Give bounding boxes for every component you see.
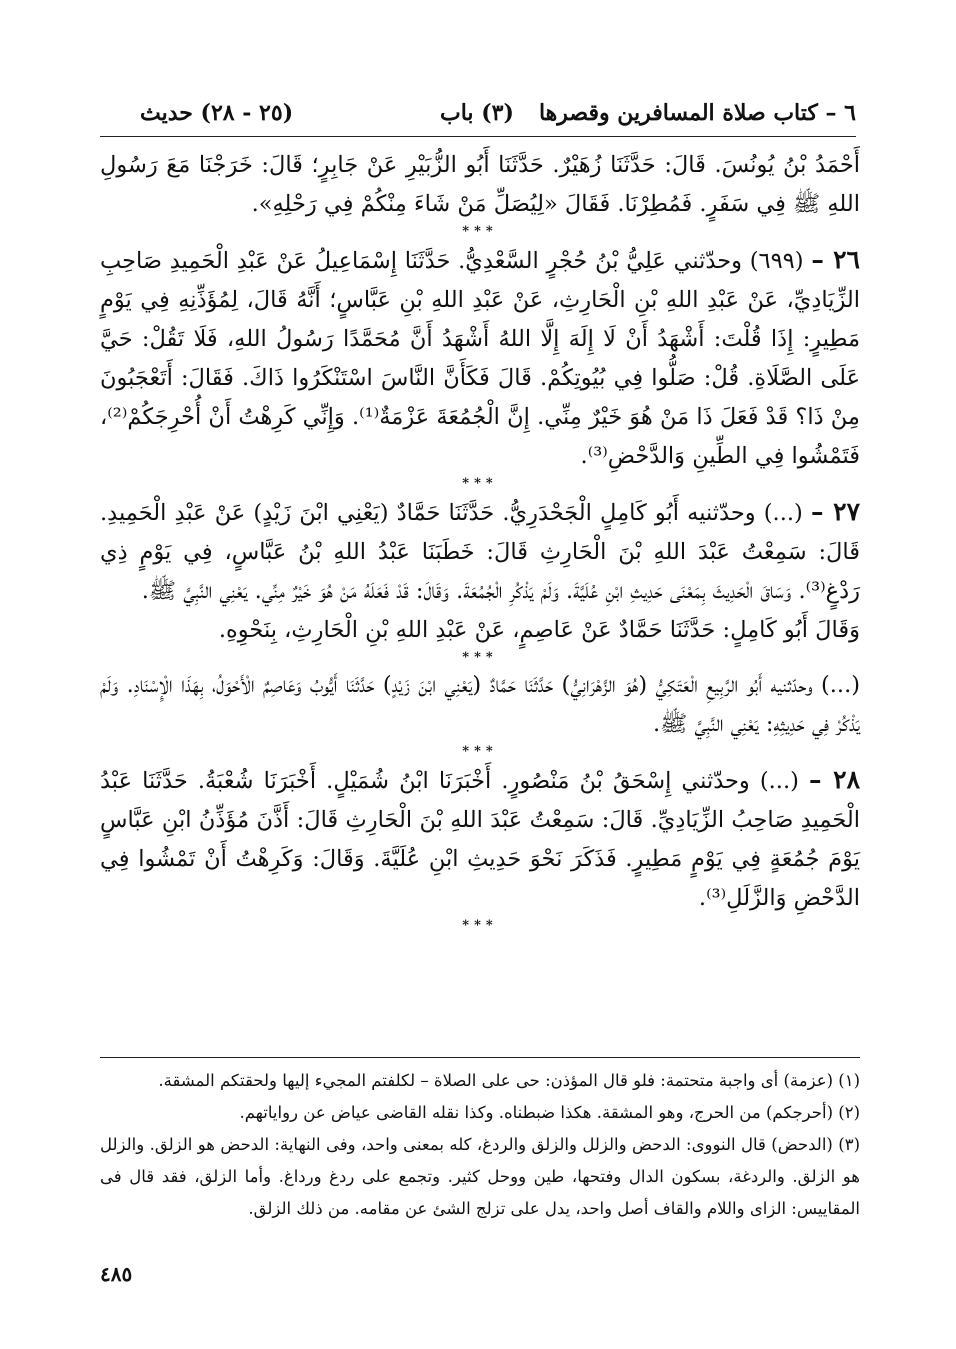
main-text bbox=[100, 146, 860, 934]
footnote-rule bbox=[100, 1057, 860, 1058]
hadith-extra-text: وَقَالَ أَبُو كَامِلٍ: حَدَّثَنَا حَمَّادٌ عَنْ عَاصِمٍ، عَنْ عَبْدِ اللهِ بْنِ الْحَارِثِ، بِنَحْوِهِ. bbox=[218, 617, 860, 643]
section-title: (٣) باب bbox=[440, 100, 514, 126]
section-separator: *** bbox=[462, 744, 498, 759]
page-number: ٤٨٥ bbox=[100, 1262, 133, 1286]
hadith-text: (...) وحدّثنيه أَبُو الرَّبِيعِ الْعَتَكِيُّ (هُوَ الزَّهْرَانِيُّ) حَدَّثَنَا حَمَّادٌ (يَعْنِي ابْنَ زَيْدٍ) حَدَّثَنَا أَيُّوبُ وَعَاصِمٌ الْأَحْوَلُ، بِهَذَا الْإِسْنَادِ. وَلَمْ يَذْكُرْ فِي حَدِيثِهِ: يَعْنِي النَّبِيَّ ﷺ. bbox=[100, 672, 860, 737]
section-separator: *** bbox=[462, 650, 498, 665]
hadith-number: ٢٧ – bbox=[810, 497, 860, 526]
hadith-25-continued bbox=[100, 146, 860, 224]
footnote-2: (٢) (أحرجكم) من الحرج، وهو المشقة. هكذا ضبطناه. وكذا نقله القاضى عياض عن رواياتهم. bbox=[239, 1103, 860, 1122]
running-header bbox=[100, 96, 856, 137]
footnote-3: (٣) (الدحض) قال النووى: الدحض والزلل والزلق والردغ، كله بمعنى واحد، وفى النهاية: الدحض هو الزلق. والزلل هو الزلق. والردغة، بسكون الدال وفتحها، طين ووحل كثير. وتجمع على ردغ ورداغ. وأما الزلق، فقد قال فى المقاييس: الزاى واللام والقاف أصل واحد، يدل على تزلج الشئ عن مقامه. من ذلك الزلق. bbox=[100, 1135, 860, 1218]
hadith-text: (...) وحدّثني إِسْحَقُ بْنُ مَنْصُورٍ. أَخْبَرَنَا ابْنُ شُمَيْلٍ. أَخْبَرَنَا شُعْبَةُ. حَدَّثَنَا عَبْدُ الْحَمِيدِ صَاحِبُ الزِّيَادِيِّ. قَالَ: سَمِعْتُ عَبْدَ اللهِ بْنَ الْحَارِثِ قَالَ: أَذَّنَ مُؤَذِّنُ ابْنِ عَبَّاسٍ يَوْمَ جُمُعَةٍ فِي يَوْمٍ مَطِيرٍ. فَذَكَرَ نَحْوَ حَدِيثِ ابْنِ عُلَيَّةَ. وَقَالَ: وَكَرِهْتُ أَنْ تَمْشُوا فِي الدَّحْضِ وَالزَّلَلِ⁽³⁾. bbox=[100, 768, 860, 911]
hadith-number: ٢٦ – bbox=[811, 245, 860, 274]
chapter-title: ٦ – كتاب صلاة المسافرين وقصرها bbox=[538, 100, 856, 126]
hadith-27 bbox=[100, 492, 860, 650]
hadith-text: (...) وحدّثنيه أَبُو كَامِلٍ الْجَحْدَرِيُّ. حَدَّثَنَا حَمَّادٌ (يَعْنِي ابْنَ زَيْدٍ) عَنْ عَبْدِ الْحَمِيدِ. قَالَ: سَمِعْتُ عَبْدَ اللهِ بْنَ الْحَارِثِ قَالَ: خَطَبَنَا عَبْدُ اللهِ بْنُ عَبَّاسٍ، فِي يَوْمٍ ذِي رَدْغٍ⁽³⁾. وَسَاقَ الْحَدِيثَ بِمَعْنَى حَدِيثِ ابْنِ عُلَيَّةَ. وَلَمْ يَذْكُرِ الْجُمُعَةَ. وَقَالَ: قَدْ فَعَلَهُ مَنْ هُوَ خَيْرٌ مِنِّي. يَعْنِي النَّبِيَّ ﷺ. bbox=[100, 500, 860, 604]
footnotes bbox=[100, 1065, 860, 1225]
hadith-27-variant bbox=[100, 666, 860, 744]
hadith-26 bbox=[100, 240, 860, 476]
hadith-text: أَحْمَدُ بْنُ يُونُسَ. قَالَ: حَدَّثَنَا زُهَيْرٌ. حَدَّثَنَا أَبُو الزُّبَيْرِ عَنْ جَابِرٍ؛ قَالَ: خَرَجْنَا مَعَ رَسُولِ اللهِ ﷺ فِي سَفَرٍ. فَمُطِرْنَا. فَقَالَ «لِيُصَلِّ مَنْ شَاءَ مِنْكُمْ فِي رَحْلِهِ». bbox=[100, 152, 860, 217]
footnote-1: (١) (عزمة) أى واجبة متحتمة: فلو قال المؤذن: حى على الصلاة – لكلفتم المجيء إليها ولحقتكم المشقة. bbox=[158, 1071, 860, 1090]
section-separator: *** bbox=[462, 918, 498, 933]
section-separator: *** bbox=[462, 476, 498, 491]
hadith-number: ٢٨ – bbox=[809, 765, 860, 794]
hadith-text: (٦٩٩) وحدّثني عَلِيُّ بْنُ حُجْرٍ السَّعْدِيُّ. حَدَّثَنَا إِسْمَاعِيلُ عَنْ عَبْدِ الْحَمِيدِ صَاحِبِ الزِّيَادِيِّ، عَنْ عَبْدِ اللهِ بْنِ الْحَارِثِ، عَنْ عَبْدِ اللهِ بْنِ عَبَّاسٍ؛ أَنَّهُ قَالَ، لِمُؤَذِّنِهِ فِي يَوْمٍ مَطِيرٍ: إِذَا قُلْتَ: أَشْهَدُ أَنْ لَا إِلَهَ إِلَّا اللهُ أَشْهَدُ أَنَّ مُحَمَّدًا رَسُولُ اللهِ، فَلَا تَقُلْ: حَيَّ عَلَى الصَّلَاةِ. قُلْ: صَلُّوا فِي بُيُوتِكُمْ. قَالَ فَكَأَنَّ النَّاسَ اسْتَنْكَرُوا ذَاكَ. فَقَالَ: أَتَعْجَبُونَ مِنْ ذَا؟ قَدْ فَعَلَ ذَا مَنْ هُوَ خَيْرٌ مِنِّي. إِنَّ الْجُمُعَةَ عَزْمَةٌ⁽¹⁾. وَإِنِّي كَرِهْتُ أَنْ أُحْرِجَكُمْ⁽²⁾، فَتَمْشُوا فِي الطِّينِ وَالدَّحْضِ⁽³⁾. bbox=[100, 248, 860, 469]
hadith-28 bbox=[100, 760, 860, 918]
section-separator: *** bbox=[462, 224, 498, 239]
hadith-range: (٢٥ - ٢٨) حديث bbox=[140, 100, 294, 126]
